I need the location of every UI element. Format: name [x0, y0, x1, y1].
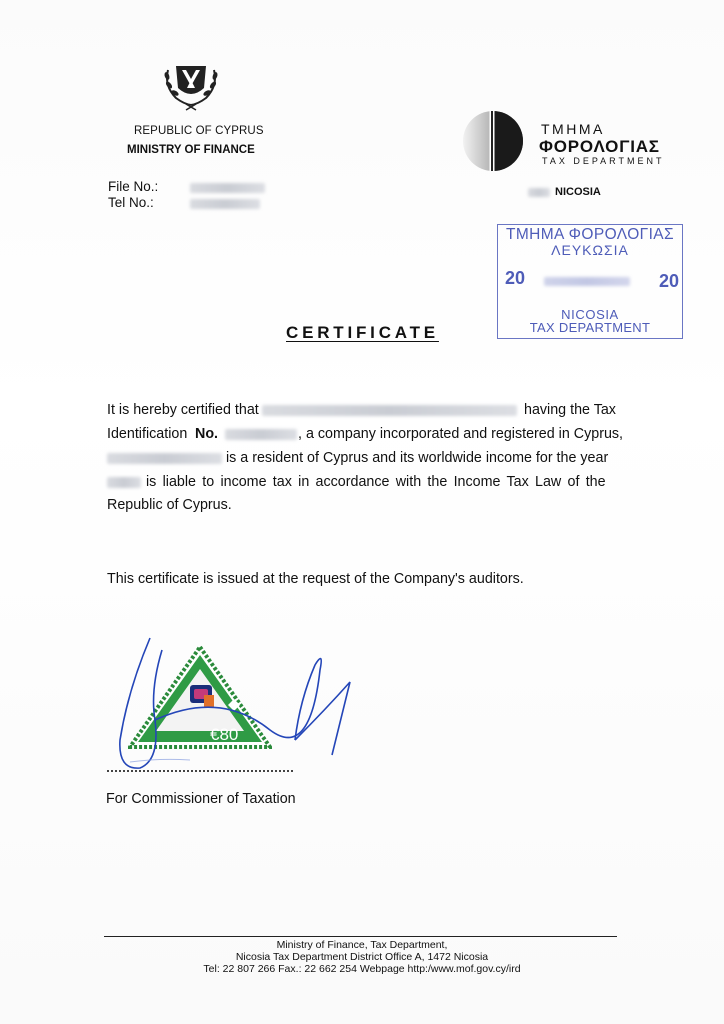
stamp-line-2: ΛΕΥΚΩΣΙΑ: [551, 242, 629, 258]
tel-no-redacted: [190, 199, 260, 209]
signature-label: For Commissioner of Taxation: [106, 791, 296, 807]
date-stamp: [497, 224, 683, 339]
body-line-2b: , a company incorporated and registered in Cyprus,: [298, 426, 624, 442]
stamp-year-right: 20: [658, 271, 679, 291]
issue-statement: This certificate is issued at the request of the Company's auditors.: [107, 571, 524, 587]
republic-name: REPUBLIC OF CYPRUS: [134, 125, 264, 137]
dept-greek-line2: ΦΟΡΟΛΟΓΙΑΣ: [539, 137, 660, 156]
stamp-line-1: ΤΜΗΜΑ ΦΟΡΟΛΟΓΙΑΣ: [505, 226, 675, 243]
footer-line-1: Ministry of Finance, Tax Department,: [276, 939, 448, 951]
body-line-1b: having the Tax: [524, 402, 616, 418]
body-line-5: Republic of Cyprus.: [107, 497, 232, 513]
tax-id-redacted: [225, 429, 297, 440]
office-city: NICOSIA: [555, 186, 601, 198]
stamp-date-redacted: [544, 277, 630, 286]
stamp-line-3: NICOSIA: [561, 307, 619, 322]
stamp-line-4: TAX DEPARTMENT: [529, 320, 651, 335]
body-line-1a: It is hereby certified that: [107, 402, 259, 418]
document-title: CERTIFICATE: [286, 323, 439, 342]
footer-line-3: Tel: 22 807 266 Fax.: 22 662 254 Webpage http:/www.mof.gov.cy/ird: [203, 963, 521, 975]
stamp-year-left: 20: [505, 268, 526, 288]
handwritten-signature: [110, 630, 370, 780]
footer-rule: [104, 936, 617, 937]
year-redacted: [107, 477, 141, 488]
office-code-redacted: [528, 188, 550, 197]
tel-no-label: Tel No.:: [108, 195, 154, 210]
footer-line-2: Nicosia Tax Department District Office A, 1472 Nicosia: [235, 951, 489, 963]
registration-redacted: [107, 453, 222, 464]
ministry-name: MINISTRY OF FINANCE: [127, 144, 255, 156]
body-line-2-no: No.: [195, 426, 219, 442]
body-line-2a: Identification: [107, 426, 188, 442]
file-no-redacted: [190, 183, 265, 193]
dept-english: TAX DEPARTMENT: [542, 156, 665, 166]
body-line-4: is liable to income tax in accordance with the Income Tax Law of the: [146, 474, 606, 490]
revenue-stamp-value: €80: [210, 725, 239, 744]
dept-greek-line1: ΤΜΗΜΑ: [541, 121, 605, 137]
company-name-redacted: [262, 405, 517, 416]
tax-department-logo-icon: [462, 110, 524, 172]
signature-line: [107, 770, 293, 772]
body-line-3: is a resident of Cyprus and its worldwide income for the year: [226, 450, 609, 466]
cyprus-coat-of-arms-icon: [160, 58, 222, 116]
file-no-label: File No.:: [108, 179, 159, 194]
